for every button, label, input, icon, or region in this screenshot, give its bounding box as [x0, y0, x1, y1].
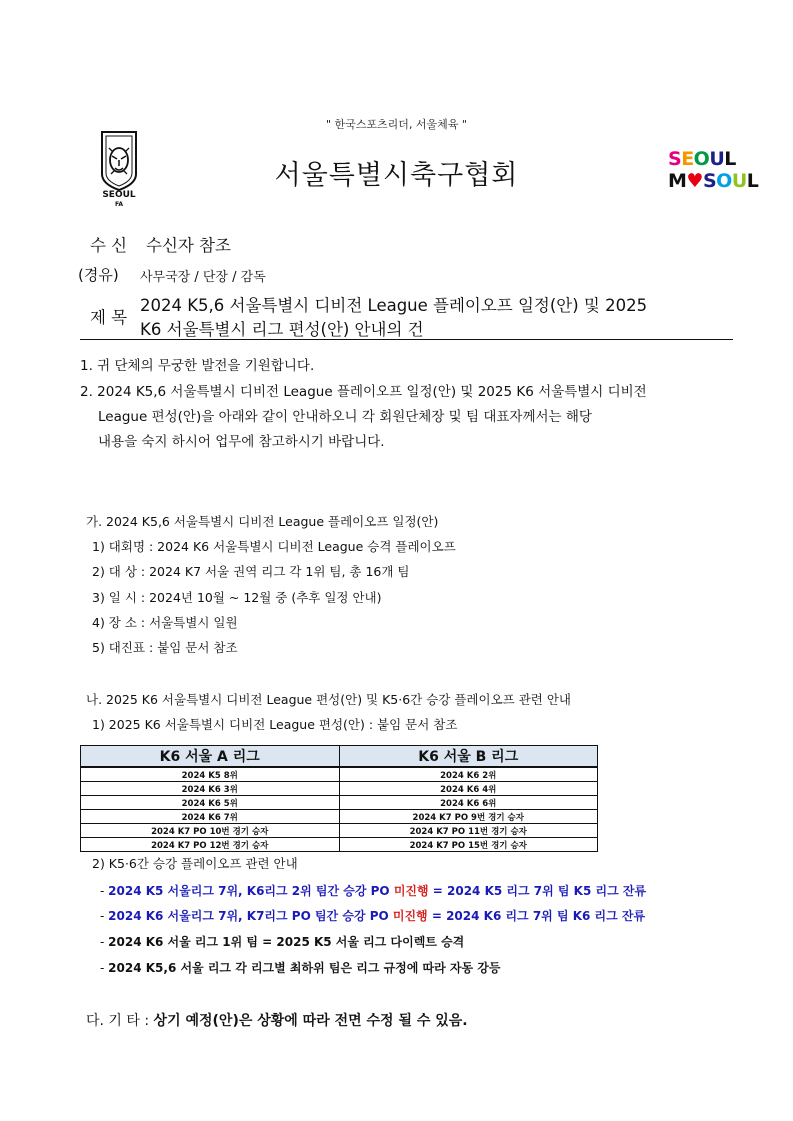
table-row	[81, 782, 598, 796]
table-cell: 2024 K7 PO 10번 경기 승자	[81, 824, 340, 838]
intro-paragraph-1: 1. 귀 단체의 무궁한 발전을 기원합니다.	[80, 358, 315, 374]
promotion-note-1-red: 미진행	[393, 884, 429, 898]
promotion-note-4-text: 2024 K5,6 서울 리그 각 리그별 최하위 팀은 리그 규정에 따라 자동 강등	[108, 961, 501, 975]
table-cell: 2024 K6 7위	[81, 810, 340, 824]
promotion-note-2-post: = 2024 K6 리그 7위 팀 K6 리그 잔류	[427, 909, 646, 923]
promotion-note-3-text: 2024 K6 서울 리그 1위 팀 = 2025 K5 서울 리그 다이렉트 승격	[108, 935, 465, 949]
table-cell: 2024 K5 8위	[81, 767, 340, 782]
table-cell: 2024 K7 PO 15번 경기 승자	[339, 838, 598, 852]
promotion-note-2: - 2024 K6 서울리그 7위, K7리그 PO 팀간 승강 PO 미진행 = 2024 K6 리그 7위 팀 K6 리그 잔류	[100, 909, 646, 923]
table-row	[81, 838, 598, 852]
section-ga-title: 가. 2024 K5,6 서울특별시 디비전 League 플레이오프 일정(안)	[86, 514, 439, 529]
header-divider	[80, 339, 733, 340]
logo-text-seoul: SEOUL	[102, 190, 136, 200]
section-ga-item-5: 5) 대진표 : 붙임 문서 참조	[92, 640, 238, 655]
section-na-item-2: 2) K5·6간 승강 플레이오프 관련 안내	[92, 856, 298, 871]
table-header-row	[81, 746, 598, 768]
intro-paragraph-2-line-2: League 편성(안)을 아래와 같이 안내하오니 각 회원단체장 및 팀 대표자께서는 해당	[98, 409, 592, 425]
intro-paragraph-2-line-1: 2. 2024 K5,6 서울특별시 디비전 League 플레이오프 일정(안) 및 2025 K6 서울특별시 디비전	[80, 384, 647, 400]
promotion-note-1-pre: 2024 K5 서울리그 7위, K6리그 2위 팀간 승강 PO	[108, 884, 394, 898]
promotion-note-2-red: 미진행	[392, 909, 428, 923]
table-cell: 2024 K6 5위	[81, 796, 340, 810]
section-ga-item-3: 3) 일 시 : 2024년 10월 ~ 12월 중 (추후 일정 안내)	[92, 590, 382, 605]
section-da-label: 다. 기 타 :	[86, 1013, 150, 1029]
table-cell: 2024 K7 PO 12번 경기 승자	[81, 838, 340, 852]
promotion-note-2-pre: 2024 K6 서울리그 7위, K7리그 PO 팀간 승강 PO	[108, 909, 393, 923]
promotion-note-4: - 2024 K5,6 서울 리그 각 리그별 최하위 팀은 리그 규정에 따라 자동 강등	[100, 961, 501, 975]
seoul-my-soul-logo	[668, 148, 759, 194]
section-ga-item-4: 4) 장 소 : 서울특별시 일원	[92, 615, 238, 630]
slogan: " 한국스포츠리더, 서울체육 "	[326, 118, 467, 131]
promotion-note-1: - 2024 K5 서울리그 7위, K6리그 2위 팀간 승강 PO 미진행 = 2024 K5 리그 7위 팀 K5 리그 잔류	[100, 884, 647, 898]
table-cell: 2024 K7 PO 11번 경기 승자	[339, 824, 598, 838]
table-header-b: K6 서울 B 리그	[339, 746, 598, 768]
league-table	[80, 745, 598, 852]
section-ga-item-1: 1) 대회명 : 2024 K6 서울특별시 디비전 League 승격 플레이오프	[92, 539, 456, 554]
section-na-item-1: 1) 2025 K6 서울특별시 디비전 League 편성(안) : 붙임 문서 참조	[92, 717, 458, 732]
subject-line-1: 2024 K5,6 서울특별시 디비전 League 플레이오프 일정(안) 및 2025	[140, 296, 648, 315]
table-row	[81, 796, 598, 810]
organization-title: 서울특별시축구협회	[274, 160, 519, 191]
section-ga-item-2: 2) 대 상 : 2024 K7 서울 권역 리그 각 1위 팀, 총 16개 팀	[92, 564, 410, 579]
table-cell: 2024 K7 PO 9번 경기 승자	[339, 810, 598, 824]
via-label: (경유)	[78, 266, 119, 284]
table-cell: 2024 K6 2위	[339, 767, 598, 782]
section-da-text: 상기 예정(안)은 상황에 따라 전면 수정 될 수 있음.	[153, 1013, 468, 1029]
table-cell: 2024 K6 4위	[339, 782, 598, 796]
logo-line2: M♥SOUL	[668, 170, 759, 192]
seoul-fa-logo	[96, 130, 142, 212]
table-cell: 2024 K6 3위	[81, 782, 340, 796]
table-row	[81, 810, 598, 824]
logo-text-fa: FA	[114, 201, 124, 208]
promotion-note-1-post: = 2024 K5 리그 7위 팀 K5 리그 잔류	[428, 884, 647, 898]
recipient-value: 수신자 참조	[146, 236, 231, 255]
section-da	[86, 1010, 468, 1030]
recipient-label: 수 신	[90, 236, 128, 255]
logo-line1: SEOUL	[668, 148, 736, 170]
section-na-title: 나. 2025 K6 서울특별시 디비전 League 편성(안) 및 K5·6간 승강 플레이오프 관련 안내	[86, 692, 571, 707]
table-row	[81, 824, 598, 838]
subject-line-2: K6 서울특별시 리그 편성(안) 안내의 건	[140, 320, 424, 339]
promotion-note-3: - 2024 K6 서울 리그 1위 팀 = 2025 K5 서울 리그 다이렉트 승격	[100, 935, 465, 949]
table-cell: 2024 K6 6위	[339, 796, 598, 810]
subject-label: 제 목	[90, 308, 128, 327]
table-header-a: K6 서울 A 리그	[81, 746, 340, 768]
table-row	[81, 767, 598, 782]
intro-paragraph-2-line-3: 내용을 숙지 하시어 업무에 참고하시기 바랍니다.	[98, 434, 385, 450]
via-value: 사무국장 / 단장 / 감독	[140, 270, 266, 285]
